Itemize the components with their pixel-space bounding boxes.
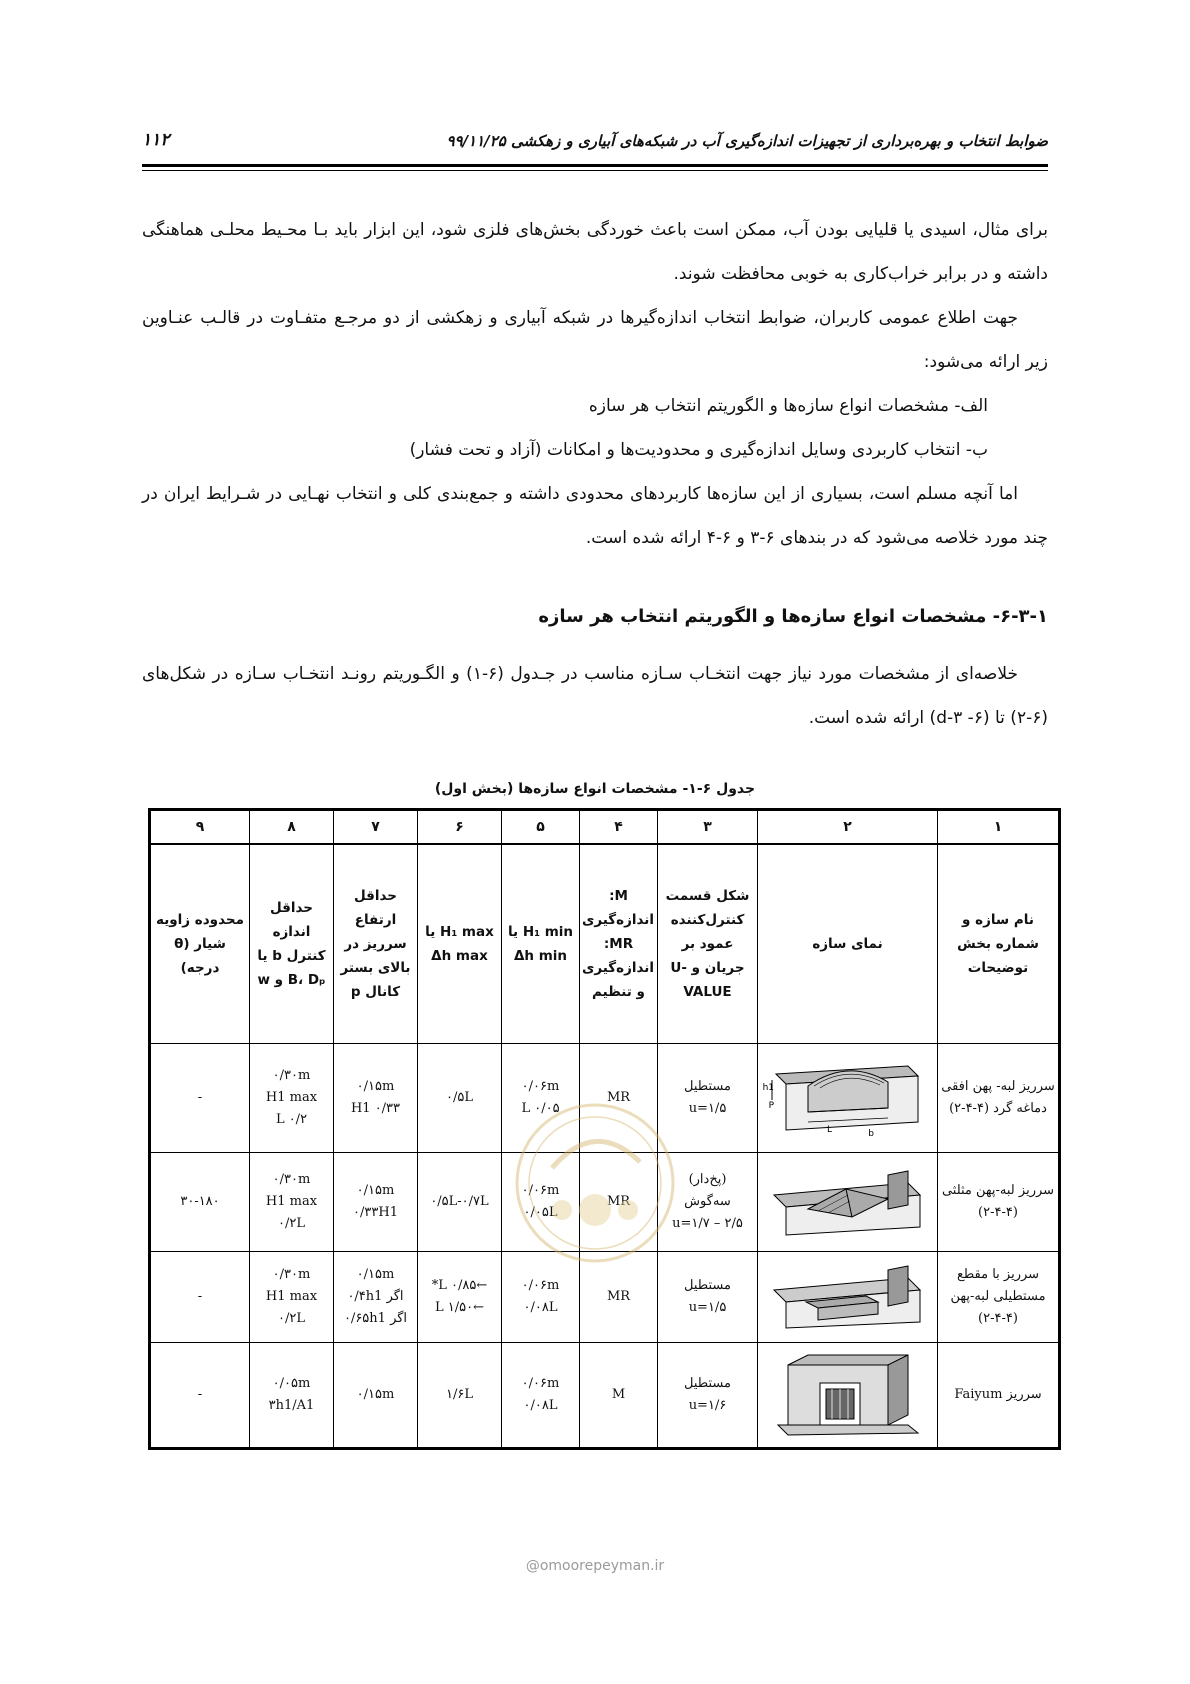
b-value: ۰/۳۰m — [272, 1172, 311, 1187]
hmin-value: ۰/۰۸L — [523, 1398, 558, 1413]
header-cell: نام سازه و شماره بخش توضیحات — [938, 844, 1060, 1044]
watermark-logo-icon — [500, 1098, 690, 1268]
header-cell: H₁ max یا Δh max — [418, 844, 502, 1044]
paragraph: جهت اطلاع عمومی کاربران، ضوابط انتخاب اندازه‌گیرها در شبکه آبیاری و زهکشی از دو مرجـع متفـاوت در قالـب عنـاوین زیر ارائه می‌شود: — [142, 308, 1048, 372]
shape: مستطیل — [684, 1278, 731, 1293]
watermark-url: @omoorepeyman.ir — [525, 1558, 665, 1574]
b-value: ۰/۳۰m — [272, 1267, 311, 1282]
b-value: ۰/۳۰m — [272, 1068, 311, 1083]
header-cell: نمای سازه — [758, 844, 938, 1044]
column-number: ۸ — [250, 810, 334, 845]
header-cell: محدوده زاویه شیار (θ درجه) — [150, 844, 250, 1044]
type-cell: MR — [580, 1044, 658, 1153]
b-cell — [250, 1343, 334, 1449]
structure-name: سرریز لبه- پهن افقی دماغه گرد (۴-۴-۲) — [938, 1044, 1060, 1153]
shape-cell — [658, 1343, 758, 1449]
theta-cell: - — [150, 1252, 250, 1343]
header-cell: حداقل اندازه کنترل b یا B، Dₚ و w — [250, 844, 334, 1044]
column-number: ۴ — [580, 810, 658, 845]
p-value: ۰/۱۵m — [356, 1183, 395, 1198]
p-cell — [334, 1252, 418, 1343]
p-value: H1 ۰/۳۳ — [350, 1101, 401, 1116]
hmax-cell — [418, 1252, 502, 1343]
paragraph: خلاصه‌ای از مشخصات مورد نیاز جهت انتخـاب سـازه مناسب در جـدول (۶-۱) و الگـوریتم رونـد انتخـاب سـازه در شکل‌های (۶-۲) تا (۶- ۳-d) ارائه شده است. — [142, 664, 1048, 728]
page-number: ۱۱۲ — [142, 130, 170, 150]
hmax-value: ۰/۵L — [446, 1090, 473, 1105]
b-value: ۰/۲L — [278, 1216, 305, 1231]
column-number: ۲ — [758, 810, 938, 845]
table-header-row — [150, 844, 1060, 1044]
u-value: u=۱/۵ — [688, 1101, 727, 1116]
type-cell: MR — [580, 1153, 658, 1252]
svg-text:L: L — [826, 1125, 832, 1135]
hmax-cell — [418, 1153, 502, 1252]
paragraph: اما آنچه مسلم است، بسیاری از این سازه‌ها کاربردهای محدودی داشته و جمع‌بندی کلی و انتخاب نهـایی در شـرایط ایران در چند مورد خلاصه می‌شود که در بندهای ۶-۳ و ۶-۴ ارائه شده است. — [142, 484, 1048, 548]
table-row — [150, 1343, 1060, 1449]
hmin-value: ۰/۰۶m — [521, 1278, 560, 1293]
round-nosed-weir-icon — [762, 1056, 928, 1140]
hmin-value: ۰/۰۵L — [523, 1205, 558, 1220]
b-cell — [250, 1044, 334, 1153]
p-cell — [334, 1044, 418, 1153]
rectangular-weir-icon — [768, 1262, 928, 1332]
header-cell: M: اندازه‌گیری MR: اندازه‌گیری و تنظیم — [580, 844, 658, 1044]
shape: مستطیل — [684, 1376, 731, 1391]
u-value: u=۱/۷ – ۲/۵ — [672, 1216, 743, 1231]
hmax-cell — [418, 1343, 502, 1449]
page-header — [142, 128, 1048, 168]
p-value: ۰/۱۵m — [356, 1079, 395, 1094]
hmin-value: ۰/۰۶m — [521, 1183, 560, 1198]
column-number: ۷ — [334, 810, 418, 845]
structure-illustration — [758, 1252, 938, 1343]
structure-name: سرریز با مقطع مستطیلی لبه-پهن (۴-۴-۲) — [938, 1252, 1060, 1343]
b-value: ۰/۲L — [278, 1311, 305, 1326]
p-cell — [334, 1343, 418, 1449]
u-value: u=۱/۶ — [688, 1398, 727, 1413]
svg-text:h1: h1 — [762, 1083, 774, 1093]
b-value: H1 max — [265, 1090, 318, 1105]
structure-illustration — [758, 1044, 938, 1153]
triangular-weir-icon — [768, 1165, 928, 1239]
p-value: اگر ۰/۴h1 — [347, 1289, 404, 1304]
header-title: ضوابط انتخاب و بهره‌برداری از تجهیزات اندازه‌گیری آب در شبکه‌های آبیاری و زهکشی ۹۹/۱۱/۲۵ — [446, 132, 1048, 150]
p-value: ۰/۱۵m — [356, 1267, 395, 1282]
b-value: ۳h1/A1 — [268, 1398, 315, 1413]
table-caption: جدول ۶-۱- مشخصات انواع سازه‌ها (بخش اول) — [434, 781, 756, 797]
hmax-value: ۰/۵L-۰/۷L — [430, 1194, 489, 1209]
hmax-cell — [418, 1044, 502, 1153]
list-item: ب- انتخاب کاربردی وسایل اندازه‌گیری و محدودیت‌ها و امکانات (آزاد و تحت فشار) — [409, 440, 988, 460]
structure-name: سرریز Faiyum — [938, 1343, 1060, 1449]
list-item: الف- مشخصات انواع سازه‌ها و الگوریتم انتخاب هر سازه — [588, 396, 988, 416]
svg-text:b: b — [867, 1129, 874, 1139]
column-number: ۵ — [502, 810, 580, 845]
b-cell — [250, 1252, 334, 1343]
hmin-value: ۰/۰۸L — [523, 1300, 558, 1315]
b-value: ۰/۰۵m — [272, 1376, 311, 1391]
structure-name: سرریز لبه-پهن مثلثی (۴-۴-۲) — [938, 1153, 1060, 1252]
theta-cell: - — [150, 1044, 250, 1153]
section-heading: ۶-۳-۱- مشخصات انواع سازه‌ها و الگوریتم انتخاب هر سازه — [538, 606, 1048, 627]
hmin-cell — [502, 1343, 580, 1449]
theta-cell: - — [150, 1343, 250, 1449]
u-value: u=۱/۵ — [688, 1300, 727, 1315]
faiyum-weir-icon — [768, 1351, 928, 1439]
p-value: اگر ۰/۶۵h1 — [343, 1311, 408, 1326]
b-value: L ۰/۲ — [275, 1112, 308, 1127]
column-number: ۹ — [150, 810, 250, 845]
column-number: ۳ — [658, 810, 758, 845]
paragraph: برای مثال، اسیدی یا قلیایی بودن آب، ممکن است باعث خوردگی بخش‌های فلزی شود، این ابزار باید بـا محـیط محلـی هماهنگی داشته و در برابر خراب‌کاری به خوبی محافظت شوند. — [142, 220, 1048, 284]
structure-illustration — [758, 1343, 938, 1449]
p-value: ۰/۱۵m — [356, 1387, 395, 1402]
hmin-value: ۰/۰۶m — [521, 1079, 560, 1094]
section-body — [142, 652, 1048, 740]
hmax-value: ←۱/۵۰ L — [434, 1300, 484, 1315]
header-cell: H₁ min یا Δh min — [502, 844, 580, 1044]
hmax-value: ←۰/۸۵ L* — [431, 1278, 488, 1293]
header-rule-thin — [142, 170, 1048, 171]
p-cell — [334, 1153, 418, 1252]
body-text — [142, 208, 1048, 560]
shape: سه‌گوش — [684, 1194, 731, 1209]
structure-illustration — [758, 1153, 938, 1252]
header-cell: شکل قسمت کنترل‌کننده عمود بر جریان و U-VALUE — [658, 844, 758, 1044]
header-rule — [142, 164, 1048, 167]
type-cell: MR — [580, 1252, 658, 1343]
theta-cell: ۳۰-۱۸۰ — [150, 1153, 250, 1252]
p-value: ۰/۳۳H1 — [353, 1205, 398, 1220]
hmin-value: ۰/۰۶m — [521, 1376, 560, 1391]
type-cell: M — [580, 1343, 658, 1449]
hmax-value: ۱/۶L — [446, 1387, 473, 1402]
svg-text:P: P — [768, 1101, 774, 1111]
b-value: H1 max — [265, 1194, 318, 1209]
column-number: ۱ — [938, 810, 1060, 845]
b-cell — [250, 1153, 334, 1252]
shape: (پخ‌دار) — [688, 1172, 727, 1187]
b-value: H1 max — [265, 1289, 318, 1304]
table-row-numbers — [150, 810, 1060, 845]
header-cell: حداقل ارتفاع سرریز در بالای بستر کانال p — [334, 844, 418, 1044]
hmin-value: L ۰/۰۵ — [521, 1101, 560, 1116]
column-number: ۶ — [418, 810, 502, 845]
shape: مستطیل — [684, 1079, 731, 1094]
